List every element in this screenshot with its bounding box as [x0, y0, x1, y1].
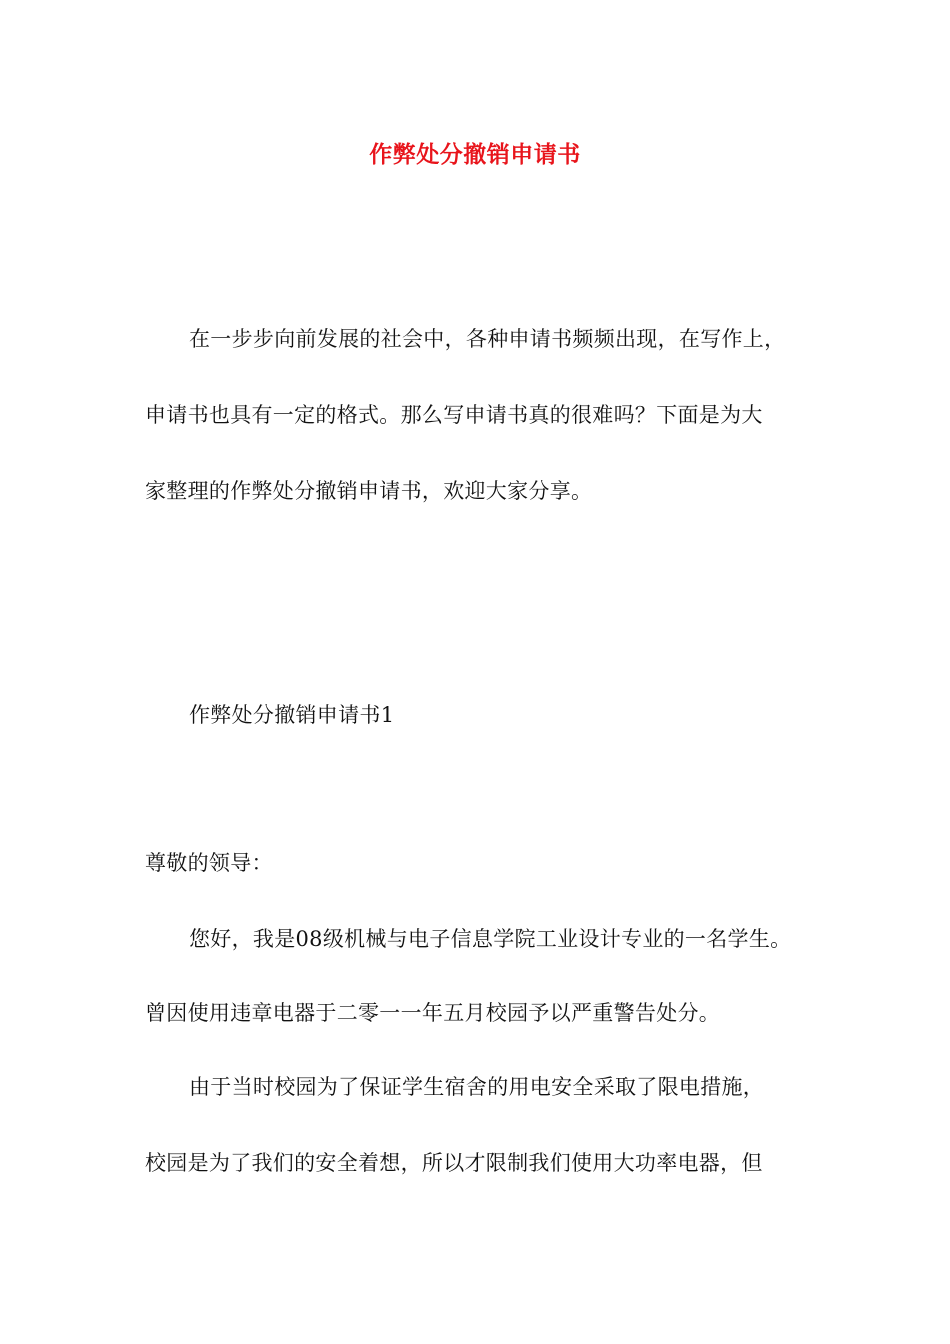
body-line-2: 曾因使用违章电器于二零一一年五月校园予以严重警告处分。 [145, 1001, 721, 1025]
intro-line-1: 在一步步向前发展的社会中，各种申请书频频出现，在写作上， [189, 327, 786, 351]
document-title: 作弊处分撤销申请书 [369, 141, 581, 168]
salutation: 尊敬的领导： [145, 851, 273, 875]
body-line-1: 您好，我是08级机械与电子信息学院工业设计专业的一名学生。 [189, 927, 792, 951]
body-line-4: 校园是为了我们的安全着想，所以才限制我们使用大功率电器，但 [145, 1151, 763, 1175]
section-heading: 作弊处分撤销申请书1 [189, 703, 395, 727]
intro-line-3: 家整理的作弊处分撤销申请书，欢迎大家分享。 [145, 479, 593, 503]
intro-line-2: 申请书也具有一定的格式。那么写申请书真的很难吗？下面是为大 [145, 403, 763, 427]
body-line-3: 由于当时校园为了保证学生宿舍的用电安全采取了限电措施， [189, 1075, 765, 1099]
